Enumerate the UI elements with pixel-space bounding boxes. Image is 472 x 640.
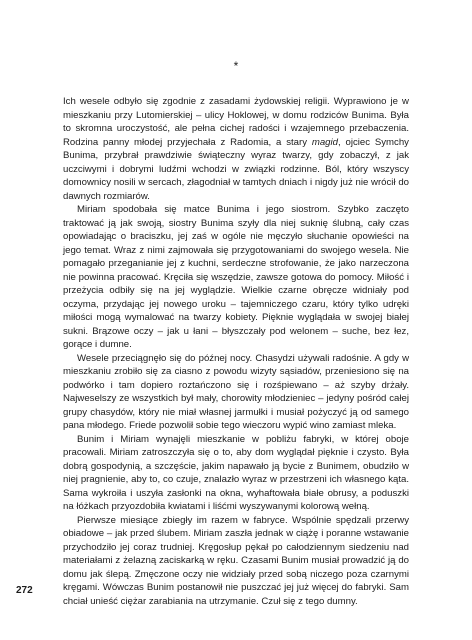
paragraph: Wesele przeciągnęło się do późnej nocy. Chasydzi używali radośnie. A gdy w mieszkaniu zrobiło się za ciasno z powodu wizyty sąsiadów, przeniesiono się na podwórko i tam dopiero roztańczono się i rozśpiewano – aż szyby drżały. Najweselszy ze wszystkich był mały, chorowity młodzieniec – jedyny pośród całej grupy chasydów, który nie miał własnej jarmułki i musiał pożyczyć ją od samego pana młodego. Friede pozwolił sobie tego wieczoru wypić wino zamiast mleka. [63, 352, 409, 431]
paragraph: Ich wesele odbyło się zgodnie z zasadami żydowskiej religii. Wyprawiono je w mieszkaniu przy Lutomierskiej – ulicy Hoklowej, w domu rodziców Bunima. Była to skromna uroczystość, ale pełna cichej radości i wzajemnego przebaczenia. Rodzina panny młodej przyjechała z Radomia, a stary magid, ojciec Symchy Bunima, przybrał prawdziwie świąteczny wyraz twarzy, gdy zobaczył, z jak uczciwymi i dobrymi ludźmi wchodzi w związki rodzinne. Ból, który wszyscy domownicy nosili w sercach, złagodniał w tamtych dniach i nigdy już nie wrócił do dawnych rozmiarów. [63, 96, 409, 202]
body-text [63, 95, 409, 608]
paragraph: Miriam spodobała się matce Bunima i jego siostrom. Szybko zaczęto traktować ją jak swoją, siostry Bunima szyły dla niej suknię ślubną, cały czas opowiadając o braciszku, jej zaś w ogóle nie męczyło słuchanie opowieści na jego temat. Wraz z nimi zajmowała się przygotowaniami do swojego wesela. Nie pomagało przeganianie jej z kuchni, serdeczne strofowanie, że jako narzeczona nie powinna pracować. Kręciła się wszędzie, zawsze gotowa do pomocy. Miłość i przeżycia odbiły się na jej wyglądzie. Wielkie czarne obręcze widniały pod oczyma, przydając jej nowego uroku – tajemniczego czaru, który tylko udręki miłości mogą wymalować na twarzy kobiety. Pięknie wyglądała w swojej białej sukni. Brązowe oczy – jak u łani – błyszczały pod welonem – suche, bez łez, gorące i dumne. [63, 204, 409, 350]
paragraph: Bunim i Miriam wynajęli mieszkanie w pobliżu fabryki, w której obojе pracowali. Miriam zatroszczyła się o to, aby dom wyglądał pięknie i czysto. Była dobrą gospodynią, a szczęście, jakim napawało ją bycie z Bunimem, obudziło w niej pragnienie, aby to, co czuje, znalazło wyraz w przestrzeni ich własnego kąta. Sama wykroiła i uszyła zasłonki na okna, wyhaftowała białe obrusy, a poduszki na łóżkach przyozdobiła kwiatami i liśćmi wyszywanymi kolorową wełną. [63, 433, 409, 512]
italic-term: magid [311, 136, 338, 148]
page-number: 272 [16, 585, 33, 596]
paragraph: Pierwsze miesiące zbiegły im razem w fabryce. Wspólnie spędzali przerwy obiadowe – jak przed ślubem. Miriam zaszła jednak w ciążę i poranne wstawanie przychodziło jej coraz trudniej. Kręgosłup pękał po całodziennym siedzeniu nad materiałami z żelazną zaciskarką w ręku. Czasami Bunim musiał prowadzić ją do domu jak ślepą. Zmęczone oczy nie widziały przed sobą niczego poza czarnymi kręgami. Wówczas Bunim postanowił nie puszczać jej już więcej do fabryki. Sam chciał unieść ciężar zarabiania na utrzymanie. Czuł się z tego dumny. [63, 514, 409, 607]
section-separator: * [233, 59, 239, 73]
